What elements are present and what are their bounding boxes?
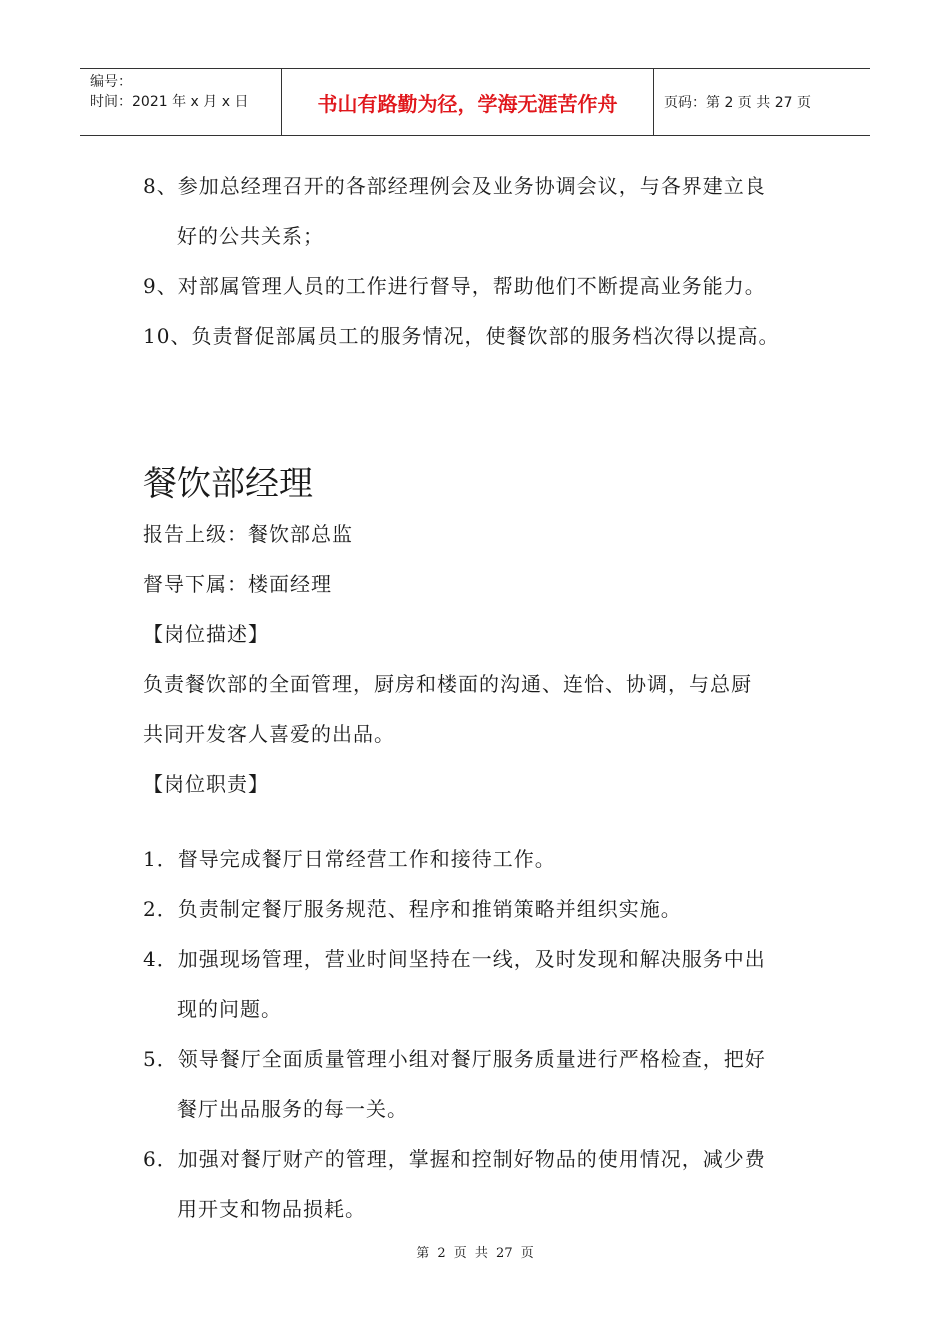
intro-item-9: 9、对部属管理人员的工作进行督导，帮助他们不断提高业务能力。: [143, 274, 766, 298]
header-meta: [80, 69, 282, 135]
page-header: [80, 68, 870, 136]
page-footer: 第 2 页 共 27 页: [416, 1246, 534, 1261]
duty-item-2: 2．负责制定餐厅服务规范、程序和推销策略并组织实施。: [143, 897, 682, 921]
duties-heading: 【岗位职责】: [143, 772, 269, 796]
report-to-line: 报告上级：餐饮部总监: [143, 522, 353, 546]
document-number-label: 编号：: [90, 74, 132, 90]
duty-item-5-line-1: 5．领导餐厅全面质量管理小组对餐厅服务质量进行严格检查，把好: [143, 1047, 766, 1071]
document-date-label: 时间：2021 年 x 月 x 日: [90, 94, 249, 110]
intro-item-8-line-2: 好的公共关系；: [177, 224, 324, 248]
duty-item-6-line-1: 6．加强对餐厅财产的管理，掌握和控制好物品的使用情况，减少费: [143, 1147, 766, 1171]
duty-item-6-line-2: 用开支和物品损耗。: [177, 1197, 366, 1221]
duty-item-4-line-1: 4．加强现场管理，营业时间坚持在一线，及时发现和解决服务中出: [143, 947, 766, 971]
section-title: 餐饮部经理: [143, 464, 313, 504]
duty-item-5-line-2: 餐厅出品服务的每一关。: [177, 1097, 408, 1121]
intro-item-10: 10、负责督促部属员工的服务情况，使餐饮部的服务档次得以提高。: [143, 324, 780, 348]
description-heading: 【岗位描述】: [143, 622, 269, 646]
supervise-line: 督导下属：楼面经理: [143, 572, 332, 596]
intro-item-8-line-1: 8、参加总经理召开的各部经理例会及业务协调会议，与各界建立良: [143, 174, 766, 198]
duty-item-1: 1．督导完成餐厅日常经营工作和接待工作。: [143, 847, 556, 871]
description-line-1: 负责餐饮部的全面管理，厨房和楼面的沟通、连恰、协调，与总厨: [143, 672, 752, 696]
header-page-info: 页码：第 2 页 共 27 页: [664, 95, 811, 111]
duty-item-4-line-2: 现的问题。: [177, 997, 282, 1021]
header-motto: 书山有路勤为径，学海无涯苦作舟: [282, 69, 654, 135]
description-line-2: 共同开发客人喜爱的出品。: [143, 722, 395, 746]
